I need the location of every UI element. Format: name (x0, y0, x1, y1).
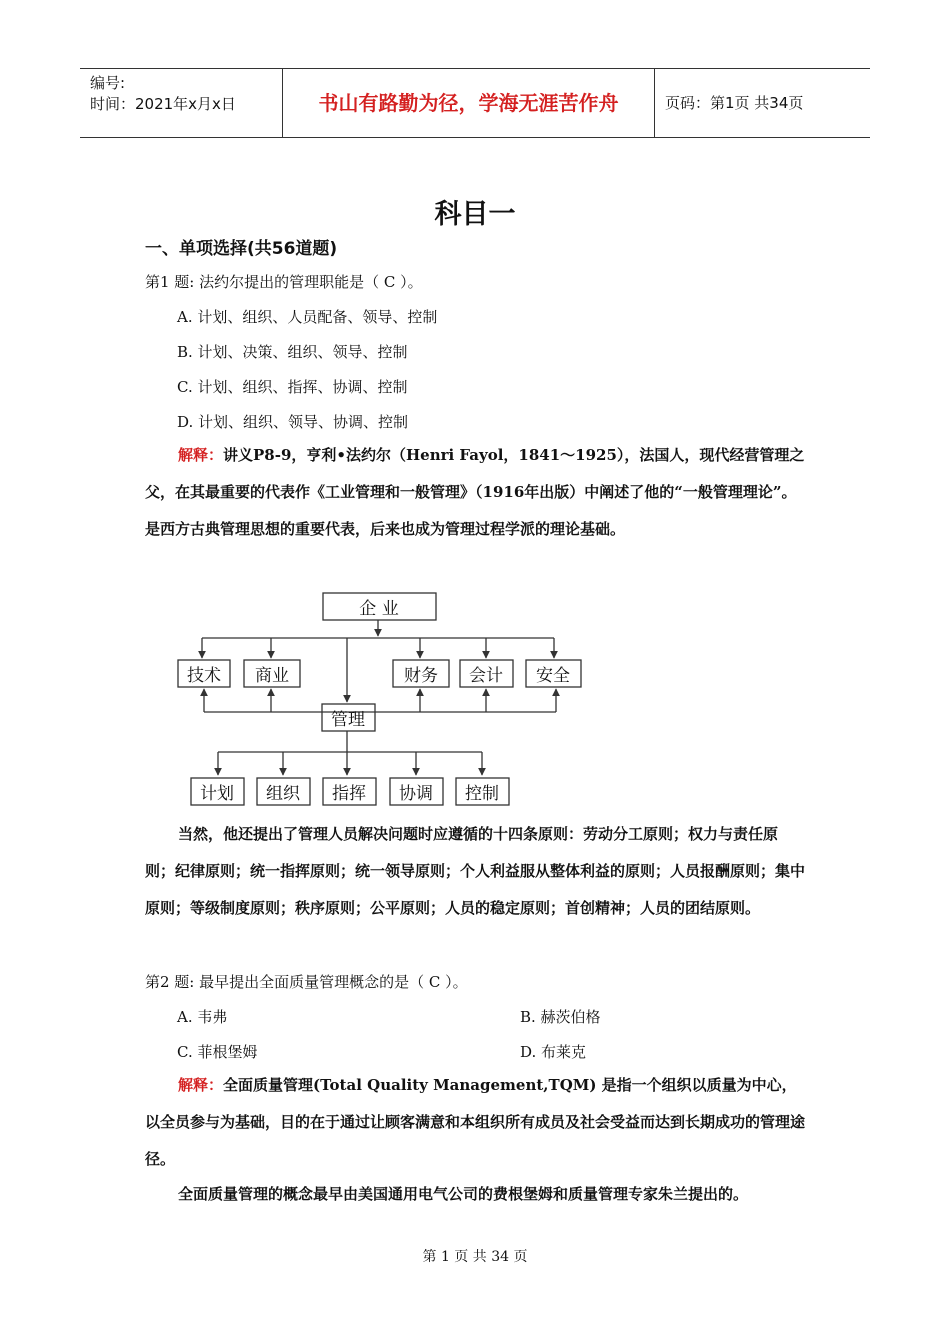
diagram-label-coordinate: 协调 (399, 784, 433, 804)
header-page-info: 页码：第1页 共34页 (665, 94, 804, 112)
diagram-label-organize: 组织 (266, 784, 300, 804)
q1-option-c: C. 计划、组织、指挥、协调、控制 (177, 378, 408, 396)
diagram-label-management: 管理 (331, 710, 365, 730)
q1-option-d: D. 计划、组织、领导、协调、控制 (177, 413, 409, 431)
header-meta (80, 69, 282, 137)
diagram-label-enterprise: 企 业 (359, 599, 399, 619)
q1-option-b: B. 计划、决策、组织、领导、控制 (177, 343, 408, 361)
header-motto: 书山有路勤为径，学海无涯苦作舟 (282, 69, 655, 137)
diagram-label-plan: 计划 (200, 784, 234, 804)
q2-option-b: B. 赫茨伯格 (520, 1008, 601, 1026)
diagram-label-control: 控制 (465, 784, 499, 804)
time-label: 时间：2021年x月x日 (90, 95, 236, 113)
q2-option-c: C. 菲根堡姆 (177, 1043, 258, 1061)
q1-principles: 当然，他还提出了管理人员解决问题时应遵循的十四条原则：劳动分工原则；权力与责任原则；纪律原则；统一指挥原则；统一领导原则；个人利益服从整体利益的原则；人员报酬原则；集中原则；等级制度原则；秩序原则；公平原则；人员的稳定原则；首创精神；人员的团结原则。 (145, 825, 806, 917)
q2-option-a: A. 韦弗 (177, 1008, 228, 1026)
page-title: 科目一 (434, 199, 516, 230)
diagram-label-safety: 安全 (536, 666, 570, 686)
page-footer: 第 1 页 共 34 页 (422, 1249, 528, 1265)
diagram-label-tech: 技术 (187, 666, 221, 686)
section-heading: 一、单项选择(共56道题) (145, 239, 338, 259)
fayol-diagram (170, 590, 590, 810)
diagram-label-command: 指挥 (332, 784, 366, 804)
q1-explain-label: 解释： (178, 446, 224, 464)
q2-explain-text: 全面质量管理(Total Quality Management,TQM) 是指一个组织以质量为中心，以全员参与为基础，目的在于通过让顾客满意和本组织所有成员及社会受益而达到长期成功的管理途径。 (145, 1076, 806, 1168)
q1-option-a: A. 计划、组织、人员配备、领导、控制 (177, 308, 438, 326)
q1-explanation (145, 437, 805, 548)
q2-after-text: 全面质量管理的概念最早由美国通用电气公司的费根堡姆和质量管理专家朱兰提出的。 (178, 1185, 749, 1203)
diagram-label-accounting: 会计 (469, 666, 503, 686)
q1-stem: 第1 题: 法约尔提出的管理职能是（ C ）。 (145, 273, 423, 291)
diagram-label-commerce: 商业 (255, 666, 289, 686)
document-header (80, 68, 870, 138)
q2-explanation (145, 1067, 805, 1178)
q2-option-d: D. 布莱克 (520, 1043, 587, 1061)
diagram-label-finance: 财务 (404, 666, 438, 686)
q2-stem: 第2 题: 最早提出全面质量管理概念的是（ C ）。 (145, 973, 468, 991)
q2-explain-label: 解释： (178, 1076, 224, 1094)
number-label: 编号: (90, 74, 126, 92)
q1-explain-text: 讲义P8-9，亨利•法约尔（Henri Fayol，1841～1925），法国人，现代经营管理之父，在其最重要的代表作《工业管理和一般管理》（1916年出版）中阐述了他的“一般管理理论”。是西方古典管理思想的重要代表，后来也成为管理过程学派的理论基础。 (145, 446, 805, 538)
